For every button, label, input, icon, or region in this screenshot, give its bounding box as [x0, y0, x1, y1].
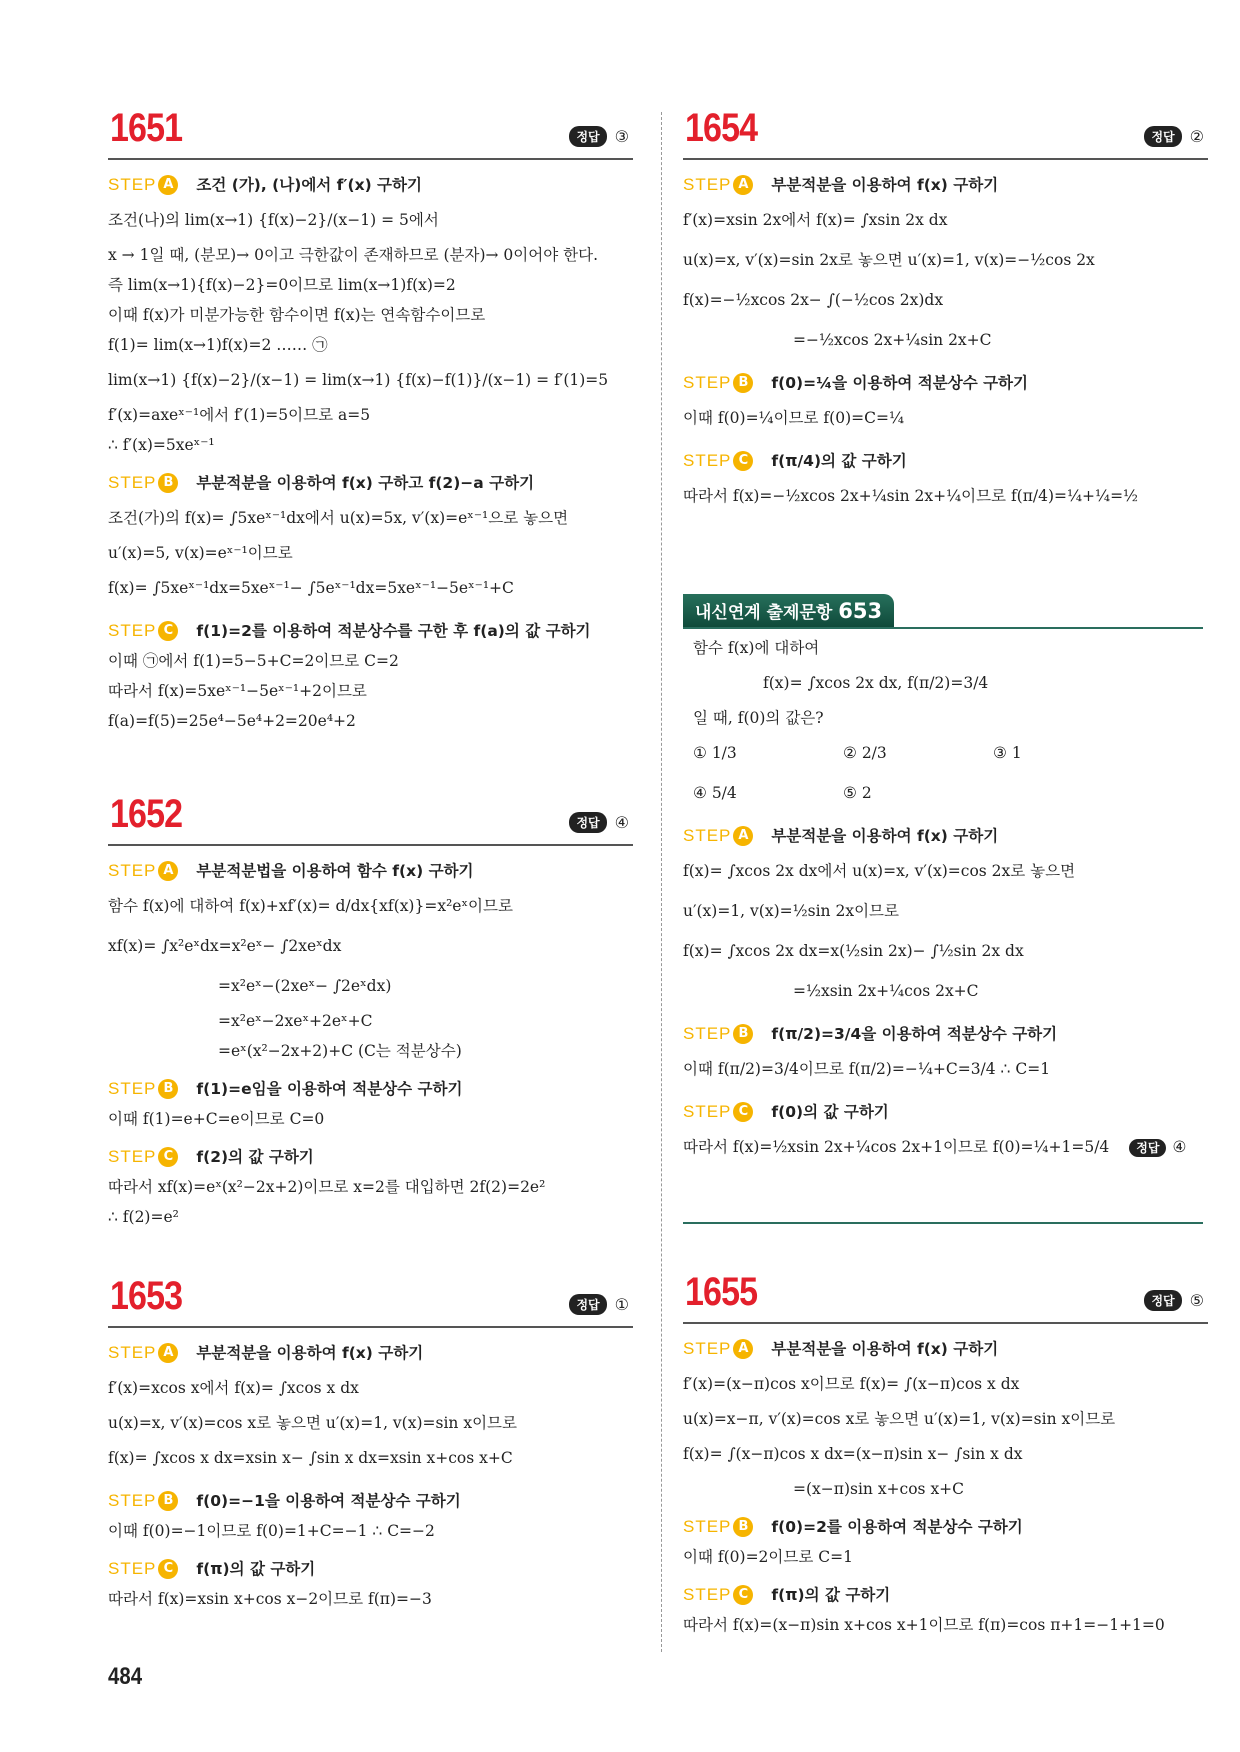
step-label: STEP	[683, 1339, 732, 1358]
solution-line: 조건(나)의 lim(x→1) {f(x)−2}/(x−1) = 5에서	[108, 211, 439, 229]
step-letter-icon: A	[733, 175, 753, 195]
answer-indicator	[569, 1294, 629, 1315]
step-heading	[683, 368, 1208, 398]
solution-line: =½xsin 2x+¼cos 2x+C	[793, 982, 979, 1000]
solution-line: 따라서 f(x)=(x−π)sin x+cos x+1이므로 f(π)=cos π+1=−1+1=0	[683, 1616, 1165, 1634]
problem-header	[683, 106, 1208, 160]
solution-line: u′(x)=1, v(x)=½sin 2x이므로	[683, 902, 899, 920]
step-title: 부분적분을 이용하여 f(x) 구하기	[196, 1344, 424, 1362]
step-letter-icon: A	[733, 1339, 753, 1359]
step-heading	[108, 1486, 633, 1516]
step-title: 부분적분을 이용하여 f(x) 구하기	[771, 827, 999, 845]
solution-line: 즉 lim(x→1){f(x)−2}=0이므로 lim(x→1)f(x)=2	[108, 276, 456, 294]
step-label: STEP	[108, 1147, 157, 1166]
solution-line: 이때 f(0)=−1이므로 f(0)=1+C=−1 ∴ C=−2	[108, 1522, 435, 1540]
answer-badge: 정답	[569, 126, 606, 147]
solution-line: 함수 f(x)에 대하여 f(x)+xf′(x)= d/dx{xf(x)}=x²eˣ이므로	[108, 897, 513, 915]
step-heading	[683, 446, 1208, 476]
answer-indicator	[569, 126, 629, 147]
solution-line: f(x)= ∫xcos x dx=xsin x− ∫sin x dx=xsin x+cos x+C	[108, 1449, 513, 1467]
step-letter-icon: C	[733, 1102, 753, 1122]
step-heading	[108, 1074, 633, 1104]
solution-line: lim(x→1) {f(x)−2}/(x−1) = lim(x→1) {f(x)−f(1)}/(x−1) = f′(1)=5	[108, 371, 609, 389]
step-letter-icon: B	[158, 1079, 178, 1099]
step-title: 부분적분법을 이용하여 함수 f(x) 구하기	[196, 862, 474, 880]
page-number: 484	[108, 1663, 143, 1690]
step-title: 부분적분을 이용하여 f(x) 구하고 f(2)−a 구하기	[196, 474, 535, 492]
answer-badge: 정답	[569, 1294, 606, 1315]
step-label: STEP	[683, 826, 732, 845]
solution-line: 이때 f(π/2)=3/4이므로 f(π/2)=−¼+C=3/4 ∴ C=1	[683, 1060, 1051, 1078]
solution-line: ∴ f′(x)=5xeˣ⁻¹	[108, 436, 215, 454]
step-label: STEP	[108, 473, 157, 492]
step-letter-icon: A	[158, 1343, 178, 1363]
step-letter-icon: A	[158, 175, 178, 195]
step-label: STEP	[108, 621, 157, 640]
solution-line: 조건(가)의 f(x)= ∫5xeˣ⁻¹dx에서 u(x)=5x, v′(x)=eˣ⁻¹으로 놓으면	[108, 509, 569, 527]
solution-line: 이때 f(1)=e+C=e이므로 C=0	[108, 1110, 325, 1128]
step-letter-icon: C	[733, 1585, 753, 1605]
step-label: STEP	[683, 1024, 732, 1043]
solution-1654	[683, 106, 1208, 516]
solution-line: =x²eˣ−(2xeˣ− ∫2eˣdx)	[218, 977, 392, 995]
step-letter-icon: A	[158, 861, 178, 881]
column-divider	[661, 112, 662, 1652]
step-title: f(2)의 값 구하기	[196, 1148, 314, 1166]
answer-indicator	[1144, 1290, 1204, 1311]
solution-line: 이때 f(0)=¼이므로 f(0)=C=¼	[683, 409, 904, 427]
step-heading	[683, 1512, 1208, 1542]
choice-5[interactable]: ⑤ 2	[843, 784, 872, 802]
step-label: STEP	[683, 373, 732, 392]
step-letter-icon: C	[158, 1559, 178, 1579]
answer-value: ②	[1189, 127, 1204, 146]
step-heading	[108, 856, 633, 886]
answer-value: ⑤	[1189, 1291, 1204, 1310]
step-heading	[108, 616, 633, 646]
answer-badge: 정답	[1144, 126, 1181, 147]
problem-number: 1651	[110, 106, 183, 150]
step-label: STEP	[108, 861, 157, 880]
solution-line: =eˣ(x²−2x+2)+C (C는 적분상수)	[218, 1042, 462, 1060]
choice-2[interactable]: ② 2/3	[843, 744, 887, 762]
problem-header	[683, 1270, 1208, 1324]
solution-line: ∴ f(2)=e²	[108, 1208, 179, 1226]
step-heading	[108, 170, 633, 200]
step-title: f(π)의 값 구하기	[196, 1560, 316, 1578]
step-label: STEP	[108, 175, 157, 194]
step-title: f(0)=2를 이용하여 적분상수 구하기	[771, 1518, 1023, 1536]
step-heading	[108, 1338, 633, 1368]
step-label: STEP	[683, 175, 732, 194]
choice-4[interactable]: ④ 5/4	[693, 784, 737, 802]
answer-value: ③	[614, 127, 629, 146]
step-heading	[683, 1580, 1208, 1610]
solution-line: f(a)=f(5)=25e⁴−5e⁴+2=20e⁴+2	[108, 712, 356, 730]
step-title: f(1)=e임을 이용하여 적분상수 구하기	[196, 1080, 463, 1098]
step-heading	[683, 1334, 1208, 1364]
related-problem-box	[683, 594, 1203, 1168]
solution-line: f′(x)=xsin 2x에서 f(x)= ∫xsin 2x dx	[683, 211, 948, 229]
step-label: STEP	[683, 1102, 732, 1121]
related-tab-number: 653	[838, 599, 883, 623]
related-problem-header	[683, 594, 1203, 629]
solution-line: u(x)=x, v′(x)=sin 2x로 놓으면 u′(x)=1, v(x)=−½cos 2x	[683, 251, 1095, 269]
solution-line: f(x)= ∫5xeˣ⁻¹dx=5xeˣ⁻¹− ∫5eˣ⁻¹dx=5xeˣ⁻¹−5eˣ⁻¹+C	[108, 579, 514, 597]
solution-line: xf(x)= ∫x²eˣdx=x²eˣ− ∫2xeˣdx	[108, 937, 342, 955]
step-title: 부분적분을 이용하여 f(x) 구하기	[771, 176, 999, 194]
step-label: STEP	[683, 1517, 732, 1536]
related-solution	[683, 821, 1203, 1168]
step-title: 조건 (가), (나)에서 f′(x) 구하기	[196, 176, 422, 194]
answer-value: ④	[614, 813, 629, 832]
solution-line: 따라서 f(x)=½xsin 2x+¼cos 2x+1이므로 f(0)=¼+1=5/4 정답 ④	[683, 1138, 1187, 1156]
step-letter-icon: C	[733, 451, 753, 471]
step-label: STEP	[108, 1559, 157, 1578]
solution-1655	[683, 1270, 1208, 1640]
step-letter-icon: B	[733, 1024, 753, 1044]
solution-line: u(x)=x, v′(x)=cos x로 놓으면 u′(x)=1, v(x)=sin x이므로	[108, 1414, 517, 1432]
solution-1653	[108, 1274, 633, 1614]
solution-1652	[108, 792, 633, 1232]
solution-line: x → 1일 때, (분모)→ 0이고 극한값이 존재하므로 (분자)→ 0이어야 한다.	[108, 246, 599, 264]
choice-1[interactable]: ① 1/3	[693, 744, 737, 762]
answer-badge: 정답	[569, 812, 606, 833]
step-heading	[683, 1019, 1203, 1049]
solution-1651	[108, 106, 633, 736]
step-heading	[108, 1142, 633, 1172]
solution-line: f′(x)=(x−π)cos x이므로 f(x)= ∫(x−π)cos x dx	[683, 1375, 1020, 1393]
answer-badge: 정답	[1144, 1290, 1181, 1311]
step-title: 부분적분을 이용하여 f(x) 구하기	[771, 1340, 999, 1358]
solution-line: 이때 f(0)=2이므로 C=1	[683, 1548, 853, 1566]
problem-number: 1652	[110, 792, 183, 836]
answer-indicator	[569, 812, 629, 833]
answer-value: ①	[614, 1295, 629, 1314]
step-heading	[683, 170, 1208, 200]
step-title: f(π/2)=3/4을 이용하여 적분상수 구하기	[771, 1025, 1058, 1043]
step-heading	[108, 1554, 633, 1584]
related-problem-tab	[683, 594, 894, 627]
solution-line: f(1)= lim(x→1)f(x)=2 …… ㉠	[108, 336, 328, 354]
step-heading	[108, 468, 633, 498]
solution-line: u′(x)=5, v(x)=eˣ⁻¹이므로	[108, 544, 293, 562]
question-line: 함수 f(x)에 대하여	[693, 639, 820, 657]
step-title: f(π)의 값 구하기	[771, 1586, 891, 1604]
step-letter-icon: B	[733, 373, 753, 393]
solution-line: 따라서 f(x)=xsin x+cos x−2이므로 f(π)=−3	[108, 1590, 432, 1608]
solution-line: 따라서 xf(x)=eˣ(x²−2x+2)이므로 x=2를 대입하면 2f(2)=2e²	[108, 1178, 546, 1196]
answer-choices	[683, 733, 1203, 813]
step-letter-icon: C	[158, 621, 178, 641]
step-title: f(0)의 값 구하기	[771, 1103, 889, 1121]
step-label: STEP	[683, 451, 732, 470]
step-title: f(1)=2를 이용하여 적분상수를 구한 후 f(a)의 값 구하기	[196, 622, 591, 640]
solution-line: f(x)=−½xcos 2x− ∫(−½cos 2x)dx	[683, 291, 944, 309]
solution-line: f(x)= ∫xcos 2x dx=x(½sin 2x)− ∫½sin 2x dx	[683, 942, 1024, 960]
solution-line: 따라서 f(x)=−½xcos 2x+¼sin 2x+¼이므로 f(π/4)=¼+¼=½	[683, 487, 1139, 505]
step-label: STEP	[108, 1079, 157, 1098]
question-line: 일 때, f(0)의 값은?	[693, 709, 824, 727]
solution-line: =(x−π)sin x+cos x+C	[793, 1480, 965, 1498]
solution-line: f′(x)=axeˣ⁻¹에서 f′(1)=5이므로 a=5	[108, 406, 371, 424]
related-tab-label: 내신연계 출제문항	[695, 603, 833, 623]
step-title: f(0)=¼을 이용하여 적분상수 구하기	[771, 374, 1029, 392]
step-label: STEP	[108, 1491, 157, 1510]
choice-3[interactable]: ③ 1	[993, 744, 1022, 762]
problem-header	[108, 106, 633, 160]
step-label: STEP	[108, 1343, 157, 1362]
problem-header	[108, 1274, 633, 1328]
solution-line: 이때 f(x)가 미분가능한 함수이면 f(x)는 연속함수이므로	[108, 306, 486, 324]
solution-line: u(x)=x−π, v′(x)=cos x로 놓으면 u′(x)=1, v(x)=sin x이므로	[683, 1410, 1116, 1428]
step-letter-icon: B	[158, 1491, 178, 1511]
solution-line: f′(x)=xcos x에서 f(x)= ∫xcos x dx	[108, 1379, 359, 1397]
step-title: f(π/4)의 값 구하기	[771, 452, 907, 470]
problem-number: 1655	[685, 1270, 758, 1314]
step-letter-icon: C	[158, 1147, 178, 1167]
step-title: f(0)=−1을 이용하여 적분상수 구하기	[196, 1492, 461, 1510]
related-box-end-line	[683, 1222, 1203, 1224]
solution-line: 따라서 f(x)=5xeˣ⁻¹−5eˣ⁻¹+2이므로	[108, 682, 367, 700]
solution-line: 이때 ㉠에서 f(1)=5−5+C=2이므로 C=2	[108, 652, 399, 670]
answer-badge: 정답	[1129, 1139, 1166, 1157]
solution-line: =−½xcos 2x+¼sin 2x+C	[793, 331, 992, 349]
answer-value: ④	[1172, 1138, 1187, 1156]
step-letter-icon: B	[733, 1517, 753, 1537]
answer-indicator	[1144, 126, 1204, 147]
problem-header	[108, 792, 633, 846]
step-letter-icon: B	[158, 473, 178, 493]
solution-line: f(x)= ∫xcos 2x dx에서 u(x)=x, v′(x)=cos 2x로 놓으면	[683, 862, 1076, 880]
problem-number: 1653	[110, 1274, 183, 1318]
step-label: STEP	[683, 1585, 732, 1604]
step-heading	[683, 821, 1203, 851]
solution-line: =x²eˣ−2xeˣ+2eˣ+C	[218, 1012, 373, 1030]
step-letter-icon: A	[733, 826, 753, 846]
solution-line: f(x)= ∫(x−π)cos x dx=(x−π)sin x− ∫sin x dx	[683, 1445, 1023, 1463]
step-heading	[683, 1097, 1203, 1127]
problem-number: 1654	[685, 106, 758, 150]
question-line: f(x)= ∫xcos 2x dx, f(π/2)=3/4	[763, 674, 989, 692]
